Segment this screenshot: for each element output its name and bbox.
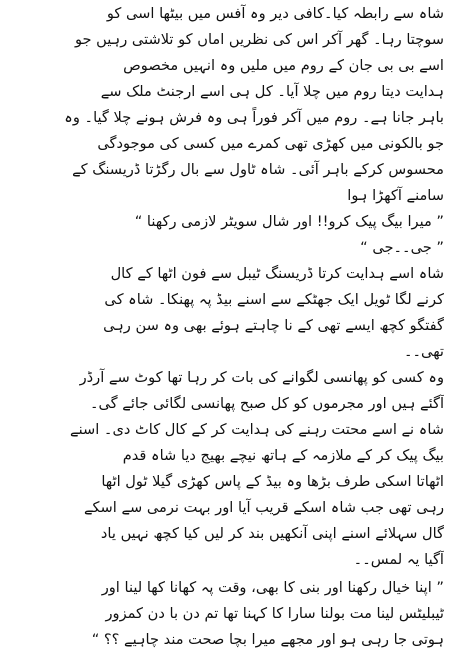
text-line: بیگ پیک کر کے ملازمہ کے ہاتھ نیچے بھیج دیا شاہ قدم [122,447,444,464]
text-line: محسوس کرکے باہر آئی۔ شاہ ٹاول سے بال رگڑتا ڈریسنگ کے [72,161,444,178]
text-line: سامنے آکھڑا ہوا [347,187,444,204]
text-line: شاہ نے اسے محتت رہنے کی ہدایت کر کے کال کاٹ دی۔ اسنے [70,421,444,438]
text-line: وہ کسی کو پھانسی لگوانے کی بات کر رہا تھا کوٹ سے آرڈر [79,369,444,386]
text-line: آگیا یہ لمس۔۔ [353,551,444,568]
text-line: جو بالکونی میں کھڑی تھی کمرے میں کسی کی موجودگی [97,135,444,152]
dialogue-line: ” جی۔۔جی “ [360,239,444,256]
text-line: شاہ اسے ہدایت کرتا ڈریسنگ ٹیبل سے فون اٹھا کے کال [110,265,444,282]
text-line: گفتگو کچھ ایسے تھی کے نا چاہتے ہوئے بھی وہ سن رہی [103,317,444,334]
text-line: شاہ سے رابطہ کیا۔کافی دیر وہ آفس میں بیٹھا اسی کو [106,5,444,22]
text-line: تھی۔۔ [403,343,444,360]
text-line: کرنے لگا ٹویل ایک جھٹکے سے اسنے بیڈ پہ پھنکا۔ شاہ کی [104,291,444,308]
dialogue-line: ” اپنا خیال رکھنا اور بنی کا بھی، وقت پہ کھانا کھا لینا اور [101,579,444,596]
text-line: رہی تھی جب شاہ اسکے قریب آیا اور بہت نرمی سے اسکے [83,499,444,516]
dialogue-line: ٹیبلیٹس لینا مت بولنا سارا کا کہنا تھا تم دن با دن کمزور [105,605,444,622]
text-line: آگئے ہیں اور مجرموں کو کل صبح پھانسی لگائی جائے گی۔ [89,395,444,412]
text-line: سوچتا رہا۔ گھر آکر اس کی نظریں اماں کو تلاشتی رہیں جو [74,31,444,48]
text-line: ہدایت دیتا روم میں چلا آیا۔ کل ہی اسے ارجنٹ ملک سے [100,83,444,100]
text-line: باہر جانا ہے۔ روم میں آکر فوراً ہی وہ فرش ہونے چلا گیا۔ وہ [64,109,444,126]
text-line: اسے بی بی جان کے روم میں ملیں وہ انہیں مخصوص [123,57,444,74]
text-line: اٹھاتا اسکی طرف بڑھا وہ بیڈ کے پاس کھڑی گیلا ٹول اٹھا [101,473,444,490]
dialogue-line: ” میرا بیگ پیک کرو!! اور شال سویٹر لازمی رکھنا “ [134,213,444,230]
text-line: گال سہلائے اسنے اپنی آنکھیں بند کر لیں کیا کچھ نہیں یاد [100,525,444,542]
document-page [8,0,444,655]
dialogue-line: ہوتی جا رہی ہو اور مجھے میرا بچا صحت مند چاہیے ؟؟ “ [91,631,444,648]
